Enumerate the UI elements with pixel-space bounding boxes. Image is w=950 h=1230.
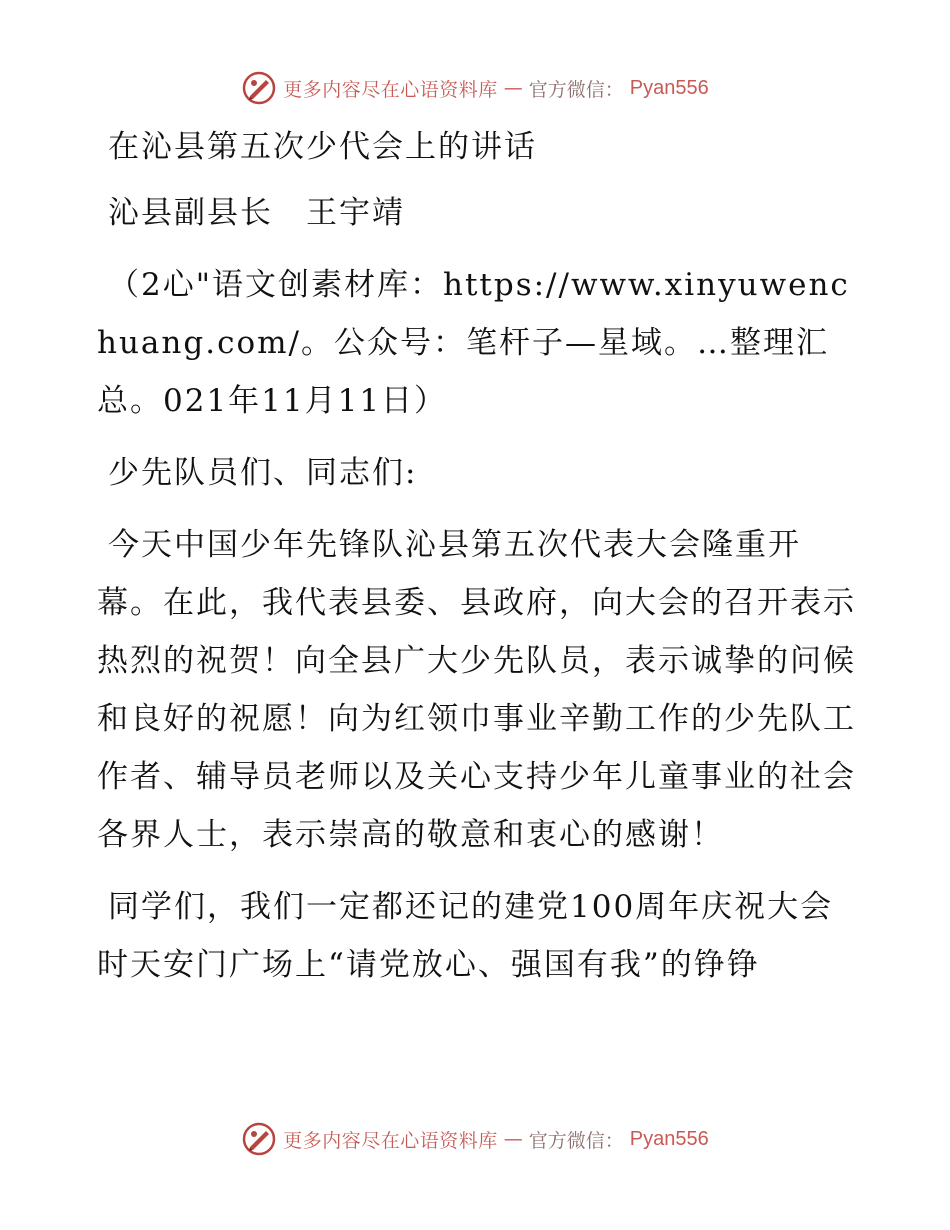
document-title: 在沁县第五次少代会上的讲话 <box>108 129 537 165</box>
greeting: 少先队员们、同志们: <box>108 455 418 491</box>
banner-dash: — <box>503 77 523 99</box>
document-author: 沁县副县长 王宇靖 <box>108 195 405 231</box>
banner-wechat-id: Pyan556 <box>629 1127 709 1150</box>
footer-banner <box>0 1121 950 1157</box>
banner-wechat-label: 官方微信： <box>528 1129 624 1152</box>
banner-wechat-id: Pyan556 <box>629 76 709 99</box>
document-body <box>97 118 857 994</box>
paragraph-1: 今天中国少年先锋队沁县第五次代表大会隆重开幕。在此，我代表县委、县政府，向大会的召开表示热烈的祝贺！向全县广大少先队员，表示诚挚的问候和良好的祝愿！向为红领巾事业辛勤工作的少先队工作者、辅导员老师以及关心支持少年儿童事业的社会各界人士，表示崇高的敬意和衷心的感谢！ <box>97 527 856 853</box>
source-note: （2心"语文创素材库：https://www.xinyuwenchuang.com/。公众号：笔杆子—星域。…整理汇总。021年11月11日） <box>97 267 850 419</box>
banner-dash: — <box>503 1128 523 1150</box>
banner-wechat-label: 官方微信： <box>528 78 624 101</box>
pen-logo-icon <box>241 70 277 106</box>
header-banner <box>0 70 950 106</box>
banner-site-text: 更多内容尽在心语资料库 <box>283 1129 498 1152</box>
paragraph-2: 同学们，我们一定都还记的建党100周年庆祝大会时天安门广场上“请党放心、强国有我”的铮铮 <box>97 889 834 983</box>
pen-logo-icon <box>241 1121 277 1157</box>
banner-site-text: 更多内容尽在心语资料库 <box>283 78 498 101</box>
